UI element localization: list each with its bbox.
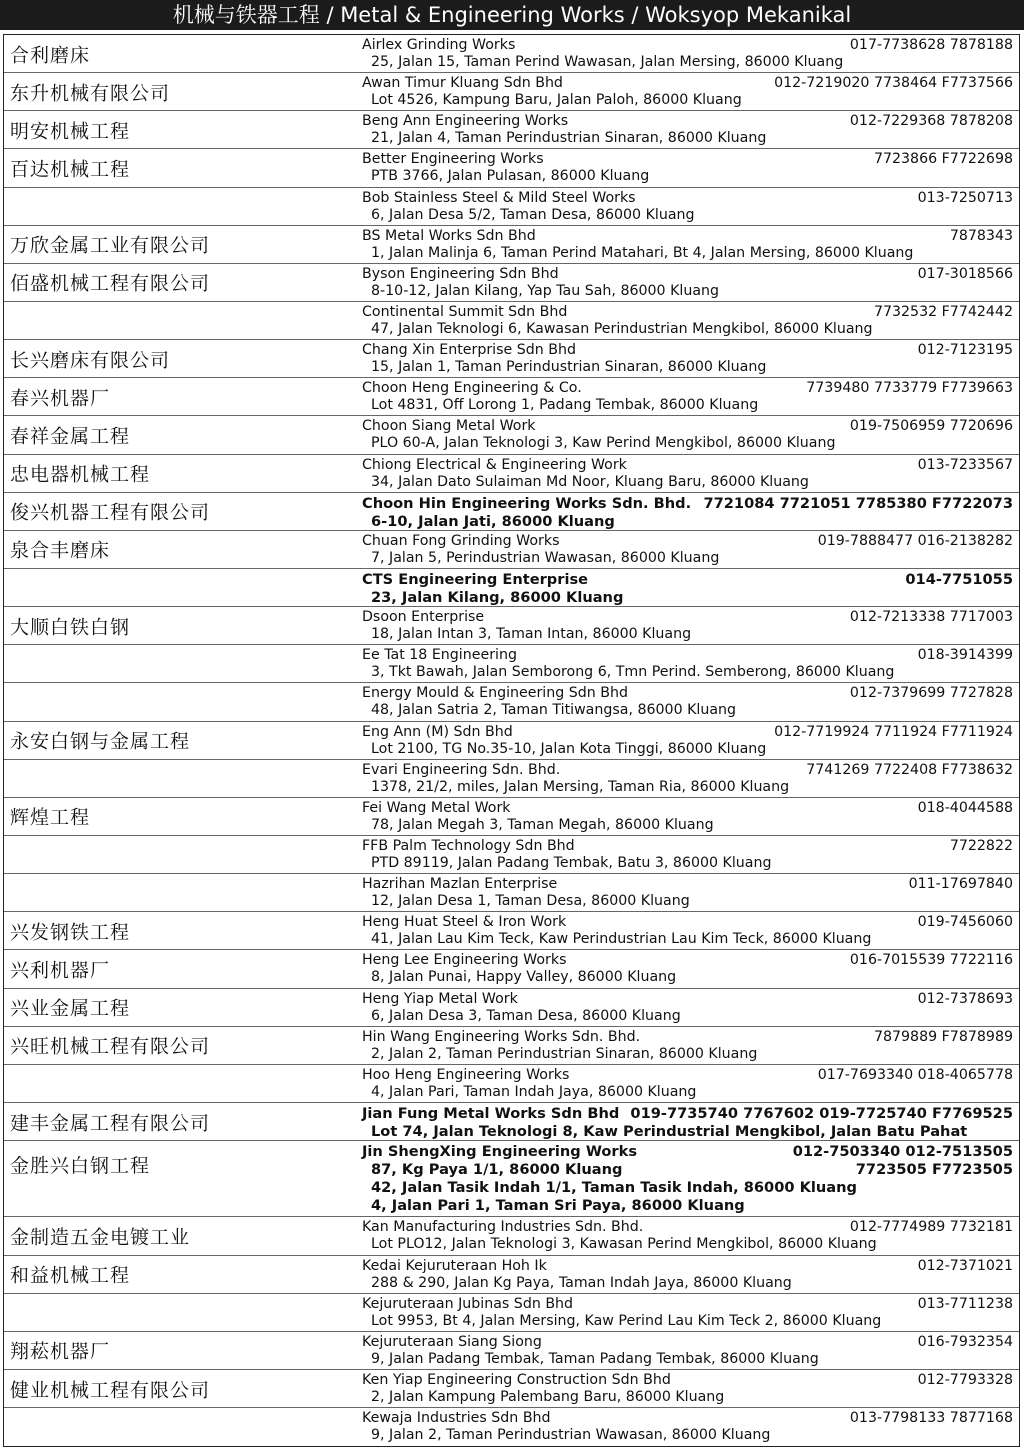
address: 8, Jalan Punai, Happy Valley, 86000 Kluang — [371, 969, 677, 986]
phone-numbers: 7739480 7733779 F7739663 — [806, 380, 1013, 397]
entry-details — [362, 1296, 1013, 1330]
listing-row — [4, 722, 1019, 760]
chinese-name: 合利磨床 — [10, 44, 91, 67]
entry-details — [362, 1067, 1013, 1101]
entry-details — [362, 190, 1013, 224]
company-name: Eng Ann (M) Sdn Bhd — [362, 723, 513, 740]
phone-numbers: 019-7888477 016-2138282 — [817, 532, 1013, 549]
listing-row — [4, 455, 1019, 493]
entry-details — [362, 914, 1013, 948]
chinese-name: 忠电器机械工程 — [10, 463, 151, 486]
company-name: Continental Summit Sdn Bhd — [362, 303, 568, 320]
listing-row — [4, 1294, 1019, 1332]
listing-row — [4, 1370, 1019, 1408]
address: 3, Tkt Bawah, Jalan Semborong 6, Tmn Perind. Semberong, 86000 Kluang — [371, 664, 895, 681]
company-name: Kan Manufacturing Industries Sdn. Bhd. — [362, 1219, 644, 1236]
chinese-name: 兴业金属工程 — [10, 997, 131, 1020]
address: 41, Jalan Lau Kim Teck, Kaw Perindustrian Lau Kim Teck, 86000 Kluang — [371, 931, 872, 948]
listing-row — [4, 188, 1019, 226]
entry-details — [362, 1219, 1013, 1253]
chinese-name: 万欣金属工业有限公司 — [10, 234, 211, 257]
listing-row — [4, 645, 1019, 683]
phone-numbers: 013-7233567 — [917, 456, 1013, 473]
section-title: 机械与铁器工程 / Metal & Engineering Works / Woksyop Mekanikal — [0, 0, 1024, 30]
phone-numbers: 7723866 F7722698 — [873, 151, 1013, 168]
company-name: Fei Wang Metal Work — [362, 799, 511, 816]
company-name: Dsoon Enterprise — [362, 609, 485, 626]
listing-row — [4, 340, 1019, 378]
chinese-name: 东升机械有限公司 — [10, 82, 171, 105]
company-name: Hin Wang Engineering Works Sdn. Bhd. — [362, 1028, 641, 1045]
phone-numbers: 017-3018566 — [917, 265, 1013, 282]
phone-numbers: 019-7456060 — [917, 914, 1013, 931]
phone-numbers: 7741269 7722408 F7738632 — [806, 761, 1013, 778]
address: PTB 3766, Jalan Pulasan, 86000 Kluang — [371, 168, 650, 185]
chinese-name: 辉煌工程 — [10, 806, 91, 829]
chinese-name: 泉合丰磨床 — [10, 539, 111, 562]
entry-details — [362, 1410, 1013, 1444]
chinese-name: 大顺白铁白钢 — [10, 616, 131, 639]
listing-row — [4, 989, 1019, 1027]
company-name: Choon Hin Engineering Works Sdn. Bhd. — [362, 494, 692, 512]
address: 87, Kg Paya 1/1, 86000 Kluang — [371, 1161, 623, 1179]
address: 6, Jalan Desa 3, Taman Desa, 86000 Kluang — [371, 1007, 681, 1024]
listing-row — [4, 950, 1019, 988]
chinese-name: 建丰金属工程有限公司 — [10, 1112, 211, 1134]
entry-details — [362, 724, 1013, 758]
company-name: Ee Tat 18 Engineering — [362, 647, 517, 664]
phone-numbers: 017-7738628 7878188 — [849, 37, 1013, 53]
company-name: Chuan Fong Grinding Works — [362, 532, 560, 549]
phone-numbers: 013-7711238 — [917, 1295, 1013, 1312]
company-name: Byson Engineering Sdn Bhd — [362, 265, 559, 282]
phone-numbers: 012-7774989 7732181 — [849, 1219, 1013, 1236]
entry-details — [362, 685, 1013, 719]
phone-numbers: 7878343 — [949, 227, 1013, 244]
listing-row — [4, 226, 1019, 264]
entry-details — [362, 228, 1013, 262]
address: 48, Jalan Satria 2, Taman Titiwangsa, 86000 Kluang — [371, 702, 737, 719]
listing-row — [4, 531, 1019, 569]
entry-details — [362, 1334, 1013, 1368]
phone-numbers: 011-17697840 — [908, 876, 1013, 893]
chinese-name: 春祥金属工程 — [10, 425, 131, 448]
phone-numbers: 013-7250713 — [917, 189, 1013, 206]
address: 8-10-12, Jalan Kilang, Yap Tau Sah, 86000 Kluang — [371, 282, 720, 299]
phone-numbers: 014-7751055 — [905, 570, 1013, 588]
company-name: Chang Xin Enterprise Sdn Bhd — [362, 342, 576, 359]
entry-details — [362, 1143, 1013, 1214]
company-name: Hoo Heng Engineering Works — [362, 1066, 570, 1083]
entry-details — [362, 113, 1013, 147]
address: 9, Jalan Padang Tembak, Taman Padang Tembak, 86000 Kluang — [371, 1350, 819, 1367]
chinese-name: 俊兴机器工程有限公司 — [10, 501, 211, 524]
phone-numbers: 7879889 F7878989 — [873, 1028, 1013, 1045]
listing-row — [4, 607, 1019, 645]
chinese-name: 金制造五金电镀工业 — [10, 1226, 191, 1249]
entry-details — [362, 762, 1013, 796]
entry-details — [362, 75, 1013, 109]
listing-row — [4, 1103, 1019, 1141]
listing-row — [4, 569, 1019, 607]
phone-numbers: 018-4044588 — [917, 799, 1013, 816]
entry-details — [362, 37, 1013, 71]
address: 47, Jalan Teknologi 6, Kawasan Perindustrian Mengkibol, 86000 Kluang — [371, 320, 873, 337]
address: 1378, 21/2, miles, Jalan Mersing, Taman Ria, 86000 Kluang — [371, 778, 790, 795]
address: 23, Jalan Kilang, 86000 Kluang — [371, 588, 624, 606]
phone-numbers: 016-7932354 — [917, 1333, 1013, 1350]
company-name: Heng Yiap Metal Work — [362, 990, 518, 1007]
address: 18, Jalan Intan 3, Taman Intan, 86000 Kluang — [371, 626, 692, 643]
company-name: Kejuruteraan Siang Siong — [362, 1333, 542, 1350]
address: 1, Jalan Malinja 6, Taman Perind Matahari, Bt 4, Jalan Mersing, 86000 Kluang — [371, 244, 914, 261]
listing-row — [4, 1027, 1019, 1065]
additional-address: 4, Jalan Pari 1, Taman Sri Paya, 86000 Kluang — [371, 1196, 745, 1214]
listing-row — [4, 264, 1019, 302]
company-name: FFB Palm Technology Sdn Bhd — [362, 837, 575, 854]
phone-numbers: 7721084 7721051 7785380 F7722073 — [703, 494, 1013, 512]
company-name: Jin ShengXing Engineering Works — [362, 1143, 638, 1161]
address: Lot 4831, Off Lorong 1, Padang Tembak, 86000 Kluang — [371, 397, 759, 414]
chinese-name: 永安白钢与金属工程 — [10, 730, 191, 753]
listing-row — [4, 874, 1019, 912]
chinese-name: 和益机械工程 — [10, 1264, 131, 1287]
listing-row — [4, 760, 1019, 798]
company-name: Beng Ann Engineering Works — [362, 113, 569, 130]
address: 6-10, Jalan Jati, 86000 Kluang — [371, 512, 615, 530]
company-name: Kejuruteraan Jubinas Sdn Bhd — [362, 1295, 574, 1312]
address: 288 & 290, Jalan Kg Paya, Taman Indah Jaya, 86000 Kluang — [371, 1274, 792, 1291]
address: Lot 74, Jalan Teknologi 8, Kaw Perindustrial Mengkibol, Jalan Batu Pahat — [371, 1122, 968, 1140]
entry-details — [362, 151, 1013, 185]
listing-row — [4, 302, 1019, 340]
address: Lot 4526, Kampung Baru, Jalan Paloh, 86000 Kluang — [371, 92, 742, 109]
listing-row — [4, 836, 1019, 874]
address: 21, Jalan 4, Taman Perindustrian Sinaran, 86000 Kluang — [371, 130, 767, 147]
entry-details — [362, 571, 1013, 607]
chinese-name: 兴发钢铁工程 — [10, 921, 131, 944]
listing-row — [4, 1332, 1019, 1370]
listing-row — [4, 1217, 1019, 1255]
address: 7, Jalan 5, Perindustrian Wawasan, 86000 Kluang — [371, 549, 720, 566]
listing-row — [4, 683, 1019, 721]
phone-numbers: 017-7693340 018-4065778 — [817, 1066, 1013, 1083]
company-name: Hazrihan Mazlan Enterprise — [362, 876, 558, 893]
chinese-name: 健业机械工程有限公司 — [10, 1379, 211, 1401]
phone-numbers: 012-7719924 7711924 F7711924 — [774, 723, 1013, 740]
entry-details — [362, 609, 1013, 643]
phone-numbers: 012-7219020 7738464 F7737566 — [774, 75, 1013, 92]
phone-numbers-secondary: 7723505 F7723505 — [855, 1161, 1013, 1179]
address: Lot 9953, Bt 4, Jalan Mersing, Kaw Perind Lau Kim Teck 2, 86000 Kluang — [371, 1312, 882, 1329]
entry-details — [362, 952, 1013, 986]
phone-numbers: 012-7123195 — [917, 342, 1013, 359]
company-name: Kewaja Industries Sdn Bhd — [362, 1410, 551, 1427]
phone-numbers: 012-7379699 7727828 — [849, 685, 1013, 702]
address: 9, Jalan 2, Taman Perindustrian Wawasan, 86000 Kluang — [371, 1427, 771, 1444]
entry-details — [362, 991, 1013, 1025]
listing-row — [4, 73, 1019, 111]
company-name: Energy Mould & Engineering Sdn Bhd — [362, 685, 629, 702]
entry-details — [362, 304, 1013, 338]
entry-details — [362, 800, 1013, 834]
listing-row — [4, 416, 1019, 454]
chinese-name: 佰盛机械工程有限公司 — [10, 272, 211, 295]
address: 4, Jalan Pari, Taman Indah Jaya, 86000 Kluang — [371, 1083, 697, 1100]
address: 25, Jalan 15, Taman Perind Wawasan, Jalan Mersing, 86000 Kluang — [371, 54, 844, 70]
listing-row — [4, 149, 1019, 187]
listing-row — [4, 35, 1019, 73]
phone-numbers: 012-7793328 — [917, 1371, 1013, 1388]
phone-numbers: 019-7506959 7720696 — [849, 418, 1013, 435]
entry-details — [362, 1105, 1013, 1141]
company-name: Choon Heng Engineering & Co. — [362, 380, 582, 397]
entry-details — [362, 380, 1013, 414]
company-name: Awan Timur Kluang Sdn Bhd — [362, 75, 563, 92]
entry-details — [362, 876, 1013, 910]
company-name: Airlex Grinding Works — [362, 37, 516, 53]
address: 34, Jalan Dato Sulaiman Md Noor, Kluang Baru, 86000 Kluang — [371, 473, 809, 490]
company-name: Kedai Kejuruteraan Hoh Ik — [362, 1257, 547, 1274]
company-name: Jian Fung Metal Works Sdn Bhd — [362, 1104, 620, 1122]
entry-details — [362, 342, 1013, 376]
company-name: Heng Huat Steel & Iron Work — [362, 914, 567, 931]
company-name: Evari Engineering Sdn. Bhd. — [362, 761, 561, 778]
chinese-name: 金胜兴白钢工程 — [10, 1155, 151, 1178]
address: PTD 89119, Jalan Padang Tembak, Batu 3, 86000 Kluang — [371, 854, 772, 871]
phone-numbers: 019-7735740 7767602 019-7725740 F7769525 — [630, 1104, 1013, 1122]
address: 2, Jalan 2, Taman Perindustrian Sinaran, 86000 Kluang — [371, 1045, 758, 1062]
address: PLO 60-A, Jalan Teknologi 3, Kaw Perind Mengkibol, 86000 Kluang — [371, 435, 836, 452]
entry-details — [362, 647, 1013, 681]
company-name: Better Engineering Works — [362, 151, 544, 168]
address: Lot PLO12, Jalan Teknologi 3, Kawasan Perind Mengkibol, 86000 Kluang — [371, 1236, 877, 1253]
company-name: Chiong Electrical & Engineering Work — [362, 456, 627, 473]
chinese-name: 翔菘机器厂 — [10, 1340, 111, 1363]
address: Lot 2100, TG No.35-10, Jalan Kota Tinggi, 86000 Kluang — [371, 740, 767, 757]
phone-numbers: 7722822 — [949, 837, 1013, 854]
chinese-name: 春兴机器厂 — [10, 387, 111, 410]
chinese-name: 兴利机器厂 — [10, 959, 111, 982]
chinese-name: 长兴磨床有限公司 — [10, 349, 171, 372]
listing-row — [4, 378, 1019, 416]
listing-row — [4, 111, 1019, 149]
phone-numbers: 012-7371021 — [917, 1257, 1013, 1274]
entry-details — [362, 418, 1013, 452]
phone-numbers: 012-7229368 7878208 — [849, 113, 1013, 130]
company-name: Choon Siang Metal Work — [362, 418, 536, 435]
company-name: Ken Yiap Engineering Construction Sdn Bhd — [362, 1371, 671, 1388]
entry-details — [362, 533, 1013, 567]
entry-details — [362, 457, 1013, 491]
listing-row — [4, 493, 1019, 531]
entry-details — [362, 1258, 1013, 1292]
listing-row — [4, 1141, 1019, 1217]
phone-numbers: 013-7798133 7877168 — [849, 1410, 1013, 1427]
listing-row — [4, 1408, 1019, 1446]
address: 12, Jalan Desa 1, Taman Desa, 86000 Kluang — [371, 893, 690, 910]
entry-details — [362, 1029, 1013, 1063]
phone-numbers: 012-7378693 — [917, 990, 1013, 1007]
listing-row — [4, 1256, 1019, 1294]
address: 78, Jalan Megah 3, Taman Megah, 86000 Kluang — [371, 816, 714, 833]
entry-details — [362, 1372, 1013, 1406]
chinese-name: 百达机械工程 — [10, 158, 131, 181]
listing-row — [4, 1065, 1019, 1103]
phone-numbers: 016-7015539 7722116 — [849, 952, 1013, 969]
chinese-name: 明安机械工程 — [10, 120, 131, 143]
additional-address: 42, Jalan Tasik Indah 1/1, Taman Tasik Indah, 86000 Kluang — [371, 1179, 857, 1197]
company-name: BS Metal Works Sdn Bhd — [362, 227, 536, 244]
company-name: Bob Stainless Steel & Mild Steel Works — [362, 189, 636, 206]
listing-row — [4, 912, 1019, 950]
business-listing — [3, 34, 1020, 1447]
chinese-name: 兴旺机械工程有限公司 — [10, 1035, 211, 1058]
address: 15, Jalan 1, Taman Perindustrian Sinaran, 86000 Kluang — [371, 359, 767, 376]
address: 2, Jalan Kampung Palembang Baru, 86000 Kluang — [371, 1388, 725, 1405]
company-name: CTS Engineering Enterprise — [362, 570, 589, 588]
listing-row — [4, 798, 1019, 836]
phone-numbers: 012-7213338 7717003 — [849, 609, 1013, 626]
phone-numbers: 018-3914399 — [917, 647, 1013, 664]
phone-numbers: 012-7503340 012-7513505 — [792, 1143, 1013, 1161]
phone-numbers: 7732532 F7742442 — [873, 303, 1013, 320]
entry-details — [362, 266, 1013, 300]
entry-details — [362, 495, 1013, 531]
address: 6, Jalan Desa 5/2, Taman Desa, 86000 Kluang — [371, 206, 695, 223]
entry-details — [362, 838, 1013, 872]
company-name: Heng Lee Engineering Works — [362, 952, 567, 969]
